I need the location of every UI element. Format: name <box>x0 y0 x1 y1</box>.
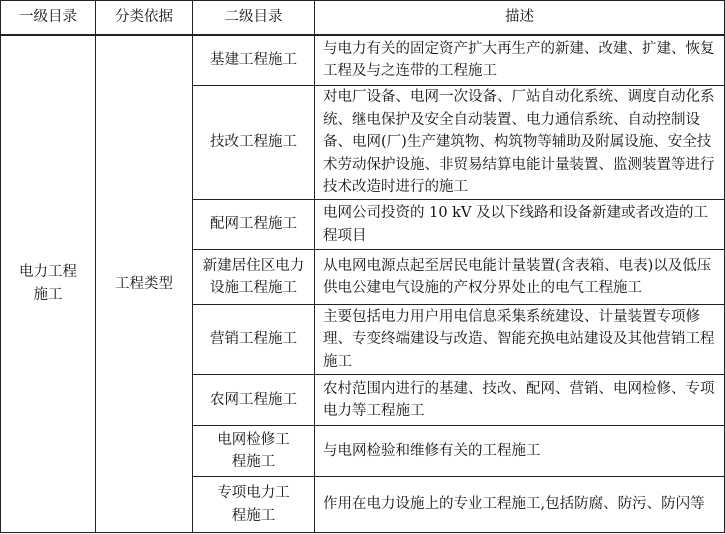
level2-cell: 专项电力工程施工 <box>193 477 315 533</box>
header-basis: 分类依据 <box>96 1 193 35</box>
description-cell: 与电网检验和维修有关的工程施工 <box>315 426 725 477</box>
description-cell: 与电力有关的固定资产扩大再生产的新建、改建、扩建、恢复工程及与之连带的工程施工 <box>315 35 725 86</box>
header-level1: 一级目录 <box>1 1 96 35</box>
description-cell: 作用在电力设施上的专业工程施工,包括防腐、防污、防闪等 <box>315 477 725 533</box>
level2-cell: 农网工程施工 <box>193 375 315 426</box>
level2-cell: 配网工程施工 <box>193 200 315 250</box>
basis-cell: 工程类型 <box>96 35 193 533</box>
level2-cell: 营销工程施工 <box>193 305 315 375</box>
level2-cell: 新建居住区电力设施工程施工 <box>193 250 315 305</box>
description-cell: 电网公司投资的 10 kV 及以下线路和设备新建或者改造的工程项目 <box>315 200 725 250</box>
table-row <box>1 35 725 86</box>
level1-cell: 电力工程施工 <box>1 35 96 533</box>
header-description: 描述 <box>315 1 725 35</box>
description-cell: 从电网电源点起至居民电能计量装置(含表箱、电表)以及低压供电公建电气设施的产权分界处止的电气工程施工 <box>315 250 725 305</box>
description-cell: 对电厂设备、电网一次设备、厂站自动化系统、调度自动化系统、继电保护及安全自动装置、电力通信系统、自动控制设备、电网(厂)生产建筑物、构筑物等辅助及附属设施、安全技术劳动保护设施、非贸易结算电能计量装置、监测装置等进行技术改造时进行的施工 <box>315 86 725 200</box>
header-level2: 二级目录 <box>193 1 315 35</box>
level2-cell: 电网检修工程施工 <box>193 426 315 477</box>
header-row <box>1 1 725 35</box>
level2-cell: 基建工程施工 <box>193 35 315 86</box>
level2-cell: 技改工程施工 <box>193 86 315 200</box>
description-cell: 主要包括电力用户用电信息采集系统建设、计量装置专项修理、专变终端建设与改造、智能充换电站建设及其他营销工程施工 <box>315 305 725 375</box>
description-cell: 农村范围内进行的基建、技改、配网、营销、电网检修、专项电力等工程施工 <box>315 375 725 426</box>
